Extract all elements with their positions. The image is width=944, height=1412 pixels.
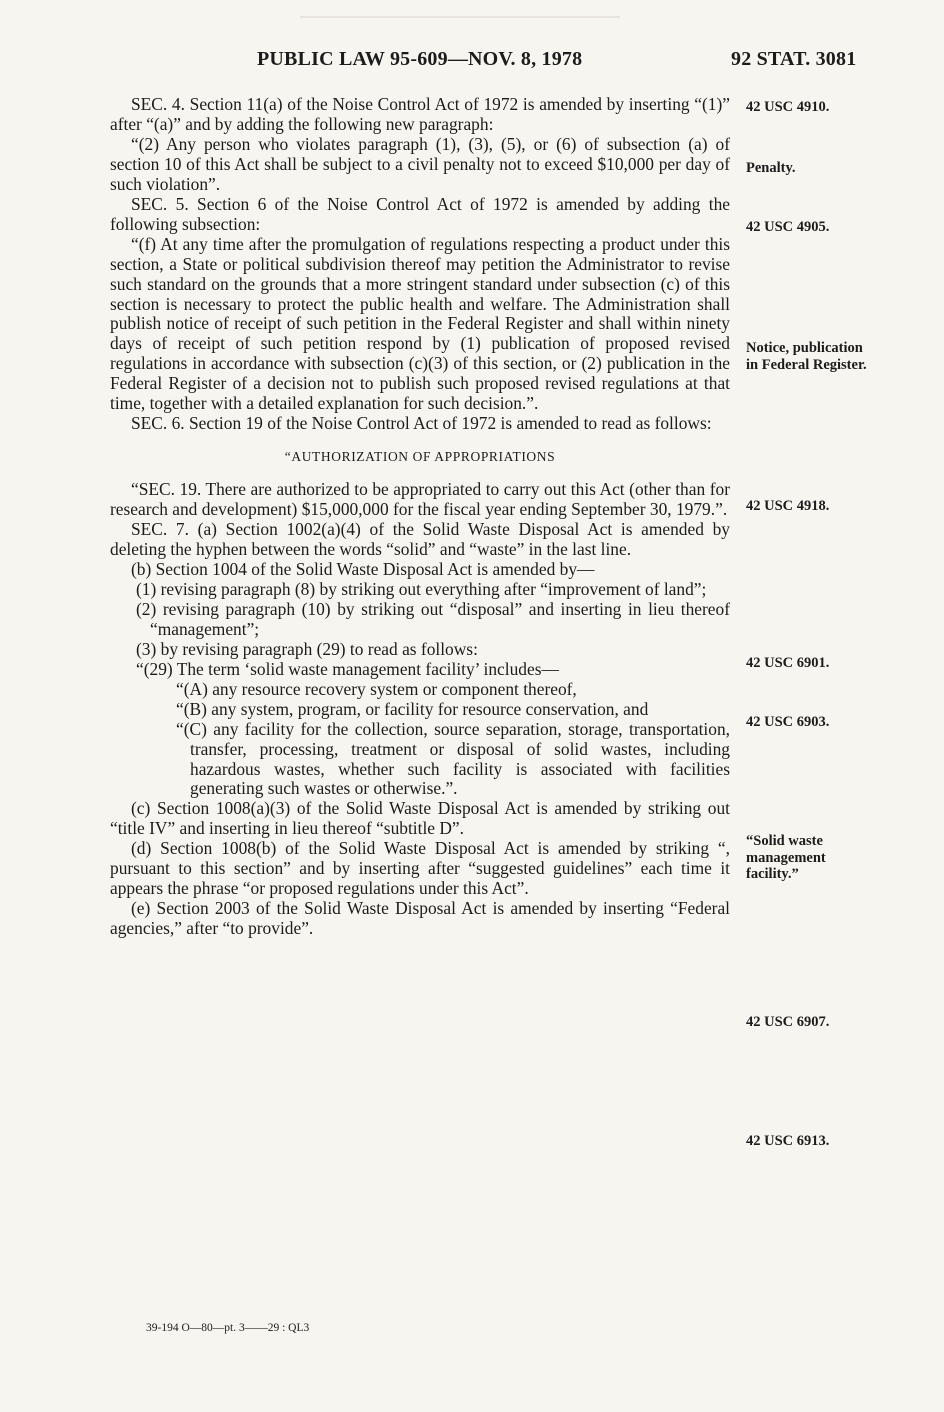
sec-5: SEC. 5. Section 6 of the Noise Control Act of 1972 is amended by adding the following subsection: xyxy=(110,193,730,234)
law-text xyxy=(110,95,730,939)
margin-note-4910: 42 USC 4910. xyxy=(746,99,830,115)
definition-29-a: “(A) any resource recovery system or component thereof, xyxy=(176,678,577,699)
margin-note-notice: Notice, publication in Federal Register. xyxy=(746,340,867,373)
sec-7-b-2: (2) revising paragraph (10) by striking out “disposal” and inserting in lieu thereof “management”; xyxy=(136,598,730,639)
margin-note-6913: 42 USC 6913. xyxy=(746,1133,830,1149)
definition-29-b: “(B) any system, program, or facility for resource conservation, and xyxy=(176,698,649,719)
bleed-through-mark xyxy=(300,2,620,18)
sec-7-b-1: (1) revising paragraph (8) by striking out everything after “improvement of land”; xyxy=(136,578,707,599)
page-header-title: PUBLIC LAW 95-609—NOV. 8, 1978 xyxy=(257,48,583,70)
margin-note-6903: 42 USC 6903. xyxy=(746,714,830,730)
sec-4: SEC. 4. Section 11(a) of the Noise Control Act of 1972 is amended by inserting “(1)” after “(a)” and by adding the following new paragraph: xyxy=(110,94,730,134)
print-footer: 39-194 O—80—pt. 3——29 : QL3 xyxy=(146,1322,310,1334)
page-header-stat: 92 STAT. 3081 xyxy=(731,48,857,70)
sec-7-b-3: (3) by revising paragraph (29) to read as follows: xyxy=(136,638,478,659)
sec-4-para-2: “(2) Any person who violates paragraph (1), (3), (5), or (6) of subsection (a) of section 10 of this Act shall be subject to a civil penalty not to exceed $10,000 per day of such violation”. xyxy=(110,133,730,194)
sec-5-subsection-f: “(f) At any time after the promulgation of regulations respecting a product under this section, a State or political subdivision thereof may petition the Administrator to revise such standard on the grounds that a more stringent standard under subsection (c) of this section is necessary to protect the public health and welfare. The Administration shall publish notice of receipt of such petition in the Federal Register and shall within ninety days of receipt of such petition respond by (1) publication of proposed revised regulations in accordance with subsection (c)(3) of this section, or (2) publication in the Federal Register of a decision not to publish such proposed revised regulations at that time, together with a detailed explanation for such decision.”. xyxy=(110,233,730,414)
sec-7-c: (c) Section 1008(a)(3) of the Solid Waste Disposal Act is amended by striking out “title IV” and inserting in lieu thereof “subtitle D”. xyxy=(110,798,730,839)
sec-7-e: (e) Section 2003 of the Solid Waste Disposal Act is amended by inserting “Federal agencies,” after “to provide”. xyxy=(110,898,730,939)
sec-6: SEC. 6. Section 19 of the Noise Control Act of 1972 is amended to read as follows: xyxy=(131,413,712,434)
margin-note-6907: 42 USC 6907. xyxy=(746,1014,830,1030)
definition-29: “(29) The term ‘solid waste management facility’ includes— xyxy=(136,658,559,679)
sec-7-d: (d) Section 1008(b) of the Solid Waste Disposal Act is amended by striking “, pursuant to this section” and by inserting after “suggested guidelines” each time it appears the phrase “or proposed regulations under this Act”. xyxy=(110,838,730,899)
appropriations-heading: “AUTHORIZATION OF APPROPRIATIONS xyxy=(284,449,556,465)
margin-note-4905: 42 USC 4905. xyxy=(746,219,830,235)
definition-29-c: “(C) any facility for the collection, source separation, storage, transportation, transfer, processing, treatment or disposal of solid wastes, including hazardous wastes, whether such facility is associated with facilities generating such wastes or otherwise.”. xyxy=(176,718,730,799)
margin-note-4918: 42 USC 4918. xyxy=(746,498,830,514)
sec-7-a: SEC. 7. (a) Section 1002(a)(4) of the Solid Waste Disposal Act is amended by deleting the hyphen between the words “solid” and “waste” in the last line. xyxy=(110,519,730,560)
margin-note-solid-waste: “Solid waste management facility.” xyxy=(746,833,826,882)
sec-7-b: (b) Section 1004 of the Solid Waste Disposal Act is amended by— xyxy=(131,558,595,579)
margin-note-penalty: Penalty. xyxy=(746,160,796,176)
sec-19: “SEC. 19. There are authorized to be appropriated to carry out this Act (other than for research and development) $15,000,000 for the fiscal year ending September 30, 1979.”. xyxy=(110,479,730,520)
margin-note-6901: 42 USC 6901. xyxy=(746,655,830,671)
